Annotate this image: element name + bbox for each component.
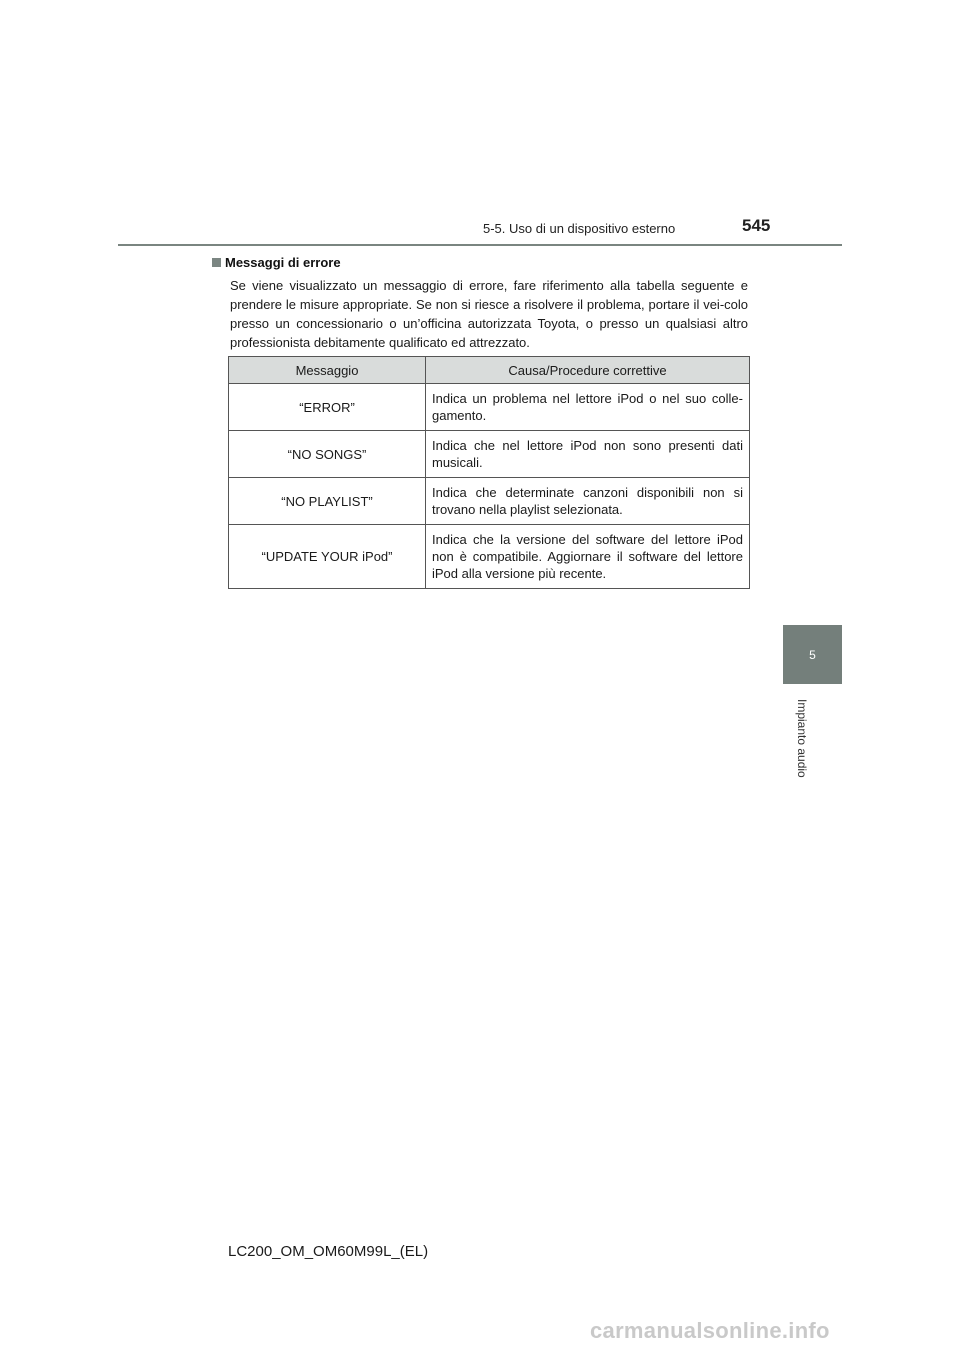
table-row (229, 525, 750, 589)
cause-cell: Indica che determinate canzoni disponibili non si trovano nella playlist selezionata. (426, 478, 750, 525)
table-row (229, 384, 750, 431)
section-heading (212, 255, 341, 270)
running-header-section: 5-5. Uso di un dispositivo esterno (483, 221, 676, 236)
watermark: carmanualsonline.info (590, 1318, 830, 1343)
table-row (229, 431, 750, 478)
intro-paragraph: Se viene visualizzato un messaggio di errore, fare riferimento alla tabella seguente e prendere le misure appropriate. Se non si riesce a risolvere il problema, portare il vei-colo presso un concessionario o un’officina autorizzata Toyota, o presso un qualsiasi altro professionista debitamente qualificato ed attrezzato. (230, 278, 748, 350)
error-messages-table (228, 356, 750, 589)
table-row (229, 478, 750, 525)
square-bullet-icon (212, 258, 221, 267)
section-heading-text: Messaggi di errore (225, 255, 341, 270)
cause-cell: Indica un problema nel lettore iPod o nel suo colle-gamento. (426, 384, 750, 431)
column-header-message: Messaggio (229, 357, 426, 384)
message-cell: “ERROR” (229, 384, 426, 431)
message-cell: “UPDATE YOUR iPod” (229, 525, 426, 589)
column-header-cause: Causa/Procedure correttive (426, 357, 750, 384)
page-number: 545 (742, 216, 771, 235)
message-cell: “NO PLAYLIST” (229, 478, 426, 525)
table-header-row (229, 357, 750, 384)
chapter-number: 5 (809, 647, 816, 662)
document-code: LC200_OM_OM60M99L_(EL) (228, 1243, 429, 1260)
cause-cell: Indica che la versione del software del lettore iPod non è compatibile. Aggiornare il software del lettore iPod alla versione più recente. (426, 525, 750, 589)
message-cell: “NO SONGS” (229, 431, 426, 478)
cause-cell: Indica che nel lettore iPod non sono presenti dati musicali. (426, 431, 750, 478)
chapter-label: Impianto audio (795, 698, 809, 778)
header-divider (118, 244, 842, 246)
chapter-tab (783, 625, 842, 684)
